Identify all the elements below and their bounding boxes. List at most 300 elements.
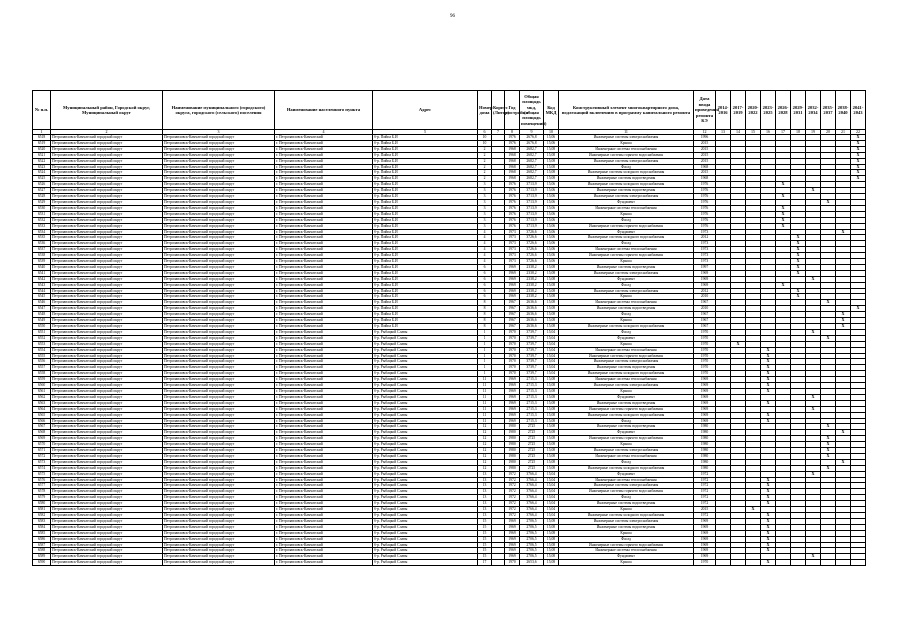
building-code-cell: 15,08 [544,412,559,418]
total-area-cell: 2338,2 [520,264,544,270]
building-code-cell: 15,08 [544,436,559,442]
row-number-cell: 6541 [33,270,51,276]
building-code-cell: 15,08 [544,288,559,294]
district-cell: Петропавловск-Камчатский городской округ [51,383,163,389]
building-code-cell: 15,04 [544,347,559,353]
address-cell: б-р. Рыбацкой Славы [373,329,478,335]
address-cell: б-р. Пийпа Б.И [373,270,478,276]
repair-date-cell: 1980 [694,453,716,459]
building-code-cell: 15,08 [544,312,559,318]
house-number-cell: 1 [478,353,492,359]
district-cell: Петропавловск-Камчатский городской округ [51,388,163,394]
structural-element-cell: Крыша [559,211,694,217]
district-cell: Петропавловск-Камчатский городской округ [51,335,163,341]
repair-date-cell: 1973 [694,229,716,235]
period-cell: X [806,276,821,282]
address-cell: б-р. Рыбацкой Славы [373,335,478,341]
period-cell: X [776,282,791,288]
district-cell: Петропавловск-Камчатский городской округ [51,406,163,412]
row-number-cell: 6535 [33,235,51,241]
municipality-cell: Петропавловск-Камчатский городской округ [163,377,275,383]
year-built-cell: 1970 [505,359,520,365]
repair-date-cell: 1980 [694,442,716,448]
period-cell: X [791,294,806,300]
municipality-cell: Петропавловск-Камчатский городской округ [163,182,275,188]
row-number-cell: 6584 [33,524,51,530]
municipality-cell: Петропавловск-Камчатский городской округ [163,211,275,217]
building-code-cell: 15,08 [544,530,559,536]
municipality-cell: Петропавловск-Камчатский городской округ [163,453,275,459]
total-area-cell: 2636,6 [520,324,544,330]
year-built-cell: 1969 [505,383,520,389]
house-number-cell: 11 [478,388,492,394]
repair-date-cell: 1970 [694,353,716,359]
year-built-cell: 1976 [505,140,520,146]
total-area-cell: 2636,6 [520,312,544,318]
municipality-cell: Петропавловск-Камчатский городской округ [163,229,275,235]
structural-element-cell: Фасад [559,312,694,318]
district-cell: Петропавловск-Камчатский городской округ [51,140,163,146]
municipality-cell: Петропавловск-Камчатский городской округ [163,270,275,276]
year-built-cell: 1976 [505,194,520,200]
address-cell: б-р. Пийпа Б.И [373,288,478,294]
house-number-cell: 13 [478,477,492,483]
district-cell: Петропавловск-Камчатский городской округ [51,530,163,536]
row-number-cell: 6532 [33,217,51,223]
year-built-cell: 1967 [505,306,520,312]
column-header: 2023-2025 [761,91,776,130]
repair-date-cell: 2010 [694,306,716,312]
period-cell: X [836,229,851,235]
district-cell: Петропавловск-Камчатский городской округ [51,513,163,519]
municipality-cell: Петропавловск-Камчатский городской округ [163,235,275,241]
repair-date-cell: 1969 [694,548,716,554]
column-number: 2 [51,130,163,135]
total-area-cell: 2715,3 [520,388,544,394]
row-number-cell: 6537 [33,247,51,253]
settlement-cell: г. Петропавловск-Камчатский [275,282,373,288]
municipality-cell: Петропавловск-Камчатский городской округ [163,442,275,448]
district-cell: Петропавловск-Камчатский городской округ [51,170,163,176]
year-built-cell: 1969 [505,524,520,530]
house-number-cell: 15 [478,524,492,530]
building-code-cell: 15,08 [544,424,559,430]
repair-date-cell: 1970 [694,359,716,365]
settlement-cell: г. Петропавловск-Камчатский [275,188,373,194]
municipality-cell: Петропавловск-Камчатский городской округ [163,459,275,465]
settlement-cell: г. Петропавловск-Камчатский [275,341,373,347]
total-area-cell: 3766,4 [520,501,544,507]
column-number: 19 [806,130,821,135]
repair-date-cell: 2012 [694,235,716,241]
row-number-cell: 6558 [33,371,51,377]
structural-element-cell: Инженерные системы электроснабжения [559,359,694,365]
year-built-cell: 1968 [505,170,520,176]
repair-date-cell: 1980 [694,459,716,465]
structural-element-cell: Инженерные системы холодного водоснабжения [559,513,694,519]
repair-date-cell: 1970 [694,335,716,341]
municipality-cell: Петропавловск-Камчатский городской округ [163,223,275,229]
column-number: 7 [492,130,505,135]
period-cell: X [821,436,836,442]
settlement-cell: г. Петропавловск-Камчатский [275,453,373,459]
column-number: 1 [33,130,51,135]
year-built-cell: 1973 [505,259,520,265]
total-area-cell: 2338,2 [520,276,544,282]
table-header [33,91,866,135]
row-number-cell: 6519 [33,140,51,146]
column-number: 13 [716,130,731,135]
structural-element-cell: Фундамент [559,229,694,235]
period-cell: X [761,377,776,383]
year-built-cell: 1969 [505,264,520,270]
building-code-cell: 15,08 [544,170,559,176]
district-cell: Петропавловск-Камчатский городской округ [51,300,163,306]
municipality-cell: Петропавловск-Камчатский городской округ [163,394,275,400]
total-area-cell: 2706,5 [520,530,544,536]
settlement-cell: г. Петропавловск-Камчатский [275,347,373,353]
address-cell: б-р. Пийпа Б.И [373,194,478,200]
row-number-cell: 6550 [33,324,51,330]
row-number-cell: 6567 [33,424,51,430]
house-number-cell: 12 [478,442,492,448]
settlement-cell: г. Петропавловск-Камчатский [275,542,373,548]
total-area-cell: 2682,7 [520,164,544,170]
row-number-cell: 6588 [33,548,51,554]
period-cell: X [761,542,776,548]
address-cell: б-р. Рыбацкой Славы [373,530,478,536]
house-number-cell: 11 [478,383,492,389]
municipality-cell: Петропавловск-Камчатский городской округ [163,418,275,424]
address-cell: б-р. Пийпа Б.И [373,324,478,330]
district-cell: Петропавловск-Камчатский городской округ [51,536,163,542]
period-cell: X [761,359,776,365]
municipality-cell: Петропавловск-Камчатский городской округ [163,406,275,412]
column-header: 2020-2022 [746,91,761,130]
repair-date-cell: 2012 [694,288,716,294]
settlement-cell: г. Петропавловск-Камчатский [275,324,373,330]
building-code-cell: 15,06 [544,223,559,229]
structural-element-cell: Фундамент [559,471,694,477]
structural-element-cell: Крыша [559,259,694,265]
column-number: 22 [851,130,866,135]
year-built-cell: 1969 [505,294,520,300]
column-number: 10 [544,130,559,135]
municipality-cell: Петропавловск-Камчатский городской округ [163,170,275,176]
address-cell: б-р. Пийпа Б.И [373,312,478,318]
repair-date-cell: 1972 [694,501,716,507]
building-code-cell: 15,06 [544,199,559,205]
settlement-cell: г. Петропавловск-Камчатский [275,536,373,542]
building-code-cell: 15,04 [544,501,559,507]
house-number-cell: 2 [478,158,492,164]
page-number: 96 [450,14,455,19]
structural-element-cell: Инженерные системы водоотведения [559,365,694,371]
row-number-cell: 6544 [33,288,51,294]
district-cell: Петропавловск-Камчатский городской округ [51,229,163,235]
period-cell: X [761,501,776,507]
district-cell: Петропавловск-Камчатский городской округ [51,436,163,442]
house-number-cell: 13 [478,507,492,513]
house-number-cell: 1 [478,359,492,365]
structural-element-cell: Инженерные системы электроснабжения [559,270,694,276]
period-cell: X [776,205,791,211]
repair-date-cell: 1969 [694,270,716,276]
structural-element-cell: Фасад [559,329,694,335]
period-cell: X [851,170,866,176]
row-number-cell: 6551 [33,329,51,335]
structural-element-cell: Инженерные системы холодного водоснабжения [559,412,694,418]
year-built-cell: 1968 [505,158,520,164]
period-cell: X [806,329,821,335]
period-cell: X [776,194,791,200]
total-area-cell: 3726,6 [520,259,544,265]
district-cell: Петропавловск-Камчатский городской округ [51,483,163,489]
address-cell: б-р. Пийпа Б.И [373,146,478,152]
total-area-cell: 2636,6 [520,306,544,312]
total-area-cell: 2715,3 [520,377,544,383]
structural-element-cell: Инженерные системы электроснабжения [559,448,694,454]
period-cell: X [791,253,806,259]
total-area-cell: 3713,9 [520,182,544,188]
total-area-cell: 3739,7 [520,329,544,335]
repair-date-cell: 1972 [694,477,716,483]
repair-date-cell: 1969 [694,383,716,389]
year-built-cell: 1969 [505,530,520,536]
municipality-cell: Петропавловск-Камчатский городской округ [163,383,275,389]
row-number-cell: 6526 [33,182,51,188]
structural-element-cell: Фасад [559,282,694,288]
district-cell: Петропавловск-Камчатский городской округ [51,329,163,335]
district-cell: Петропавловск-Камчатский городской округ [51,341,163,347]
total-area-cell: 2725 [520,465,544,471]
house-number-cell: 15 [478,542,492,548]
house-number-cell: 10 [478,135,492,141]
house-number-cell: 15 [478,548,492,554]
address-cell: б-р. Пийпа Б.И [373,229,478,235]
column-header: Корпус (Литер) [492,91,505,130]
row-number-cell: 6589 [33,554,51,560]
district-cell: Петропавловск-Камчатский городской округ [51,459,163,465]
building-code-cell: 15,06 [544,259,559,265]
repair-date-cell: 2015 [694,146,716,152]
total-area-cell: 2682,7 [520,152,544,158]
address-cell: б-р. Рыбацкой Славы [373,400,478,406]
municipality-cell: Петропавловск-Камчатский городской округ [163,471,275,477]
building-code-cell: 15,04 [544,353,559,359]
building-code-cell: 15,06 [544,188,559,194]
house-number-cell: 6 [478,264,492,270]
district-cell: Петропавловск-Камчатский городской округ [51,205,163,211]
address-cell: б-р. Пийпа Б.И [373,170,478,176]
structural-element-cell: Инженерные системы горячего водоснабжения [559,223,694,229]
total-area-cell: 2715,3 [520,412,544,418]
building-code-cell: 15,08 [544,548,559,554]
period-cell: X [791,235,806,241]
district-cell: Петропавловск-Камчатский городской округ [51,495,163,501]
settlement-cell: г. Петропавловск-Камчатский [275,211,373,217]
year-built-cell: 1967 [505,318,520,324]
district-cell: Петропавловск-Камчатский городской округ [51,548,163,554]
year-built-cell: 1969 [505,518,520,524]
address-cell: б-р. Пийпа Б.И [373,205,478,211]
row-number-cell: 6576 [33,477,51,483]
structural-element-cell: Инженерные системы горячего водоснабжения [559,353,694,359]
period-cell: X [791,264,806,270]
municipality-cell: Петропавловск-Камчатский городской округ [163,536,275,542]
building-code-cell: 15,04 [544,365,559,371]
table-body [33,135,866,566]
period-cell: X [761,400,776,406]
district-cell: Петропавловск-Камчатский городской округ [51,247,163,253]
period-cell: X [821,199,836,205]
building-code-cell: 15,08 [544,465,559,471]
row-number-cell: 6563 [33,400,51,406]
settlement-cell: г. Петропавловск-Камчатский [275,223,373,229]
row-number-cell: 6579 [33,495,51,501]
structural-element-cell: Крыша [559,560,694,566]
settlement-cell: г. Петропавловск-Камчатский [275,359,373,365]
house-number-cell: 3 [478,205,492,211]
house-number-cell: 4 [478,247,492,253]
year-built-cell: 1976 [505,188,520,194]
settlement-cell: г. Петропавловск-Камчатский [275,318,373,324]
municipality-cell: Петропавловск-Камчатский городской округ [163,146,275,152]
total-area-cell: 2715,3 [520,418,544,424]
municipality-cell: Петропавловск-Камчатский городской округ [163,288,275,294]
period-cell: X [761,560,776,566]
settlement-cell: г. Петропавловск-Камчатский [275,524,373,530]
district-cell: Петропавловск-Камчатский городской округ [51,158,163,164]
settlement-cell: г. Петропавловск-Камчатский [275,164,373,170]
repair-date-cell: 1976 [694,205,716,211]
house-number-cell: 4 [478,229,492,235]
row-number-cell: 6555 [33,353,51,359]
building-code-cell: 15,08 [544,270,559,276]
total-area-cell: 2725 [520,436,544,442]
year-built-cell: 1980 [505,424,520,430]
structural-element-cell: Инженерные системы теплоснабжения [559,300,694,306]
house-number-cell: 12 [478,465,492,471]
municipality-cell: Петропавловск-Камчатский городской округ [163,194,275,200]
settlement-cell: г. Петропавловск-Камчатский [275,471,373,477]
municipality-cell: Петропавловск-Камчатский городской округ [163,560,275,566]
settlement-cell: г. Петропавловск-Камчатский [275,424,373,430]
district-cell: Петропавловск-Камчатский городской округ [51,176,163,182]
structural-element-cell: Фундамент [559,199,694,205]
house-number-cell: 10 [478,140,492,146]
period-cell: X [761,483,776,489]
house-number-cell: 13 [478,471,492,477]
year-built-cell: 1976 [505,223,520,229]
address-cell: б-р. Рыбацкой Славы [373,513,478,519]
period-cell [821,560,836,566]
row-number-cell: 6518 [33,135,51,141]
period-cell: X [776,217,791,223]
house-number-cell: 13 [478,495,492,501]
building-code-cell: 15,08 [544,377,559,383]
building-code-cell: 15,04 [544,329,559,335]
district-cell: Петропавловск-Камчатский городской округ [51,347,163,353]
address-cell: б-р. Рыбацкой Славы [373,353,478,359]
row-number-cell: 6531 [33,211,51,217]
year-built-cell: 1969 [505,377,520,383]
address-cell: б-р. Пийпа Б.И [373,217,478,223]
total-area-cell: 2725 [520,448,544,454]
municipality-cell: Петропавловск-Камчатский городской округ [163,513,275,519]
structural-element-cell: Инженерные системы теплоснабжения [559,548,694,554]
building-code-cell: 15,08 [544,300,559,306]
period-cell: X [806,188,821,194]
year-built-cell: 1968 [505,164,520,170]
year-built-cell: 1969 [505,536,520,542]
municipality-cell: Петропавловск-Камчатский городской округ [163,135,275,141]
address-cell: б-р. Рыбацкой Славы [373,554,478,560]
repair-date-cell: 1967 [694,318,716,324]
repair-date-cell: 2015 [694,152,716,158]
period-cell: X [821,465,836,471]
district-cell: Петропавловск-Камчатский городской округ [51,524,163,530]
district-cell: Петропавловск-Камчатский городской округ [51,223,163,229]
total-area-cell: 3739,7 [520,371,544,377]
row-number-cell: 6547 [33,306,51,312]
municipality-cell: Петропавловск-Камчатский городской округ [163,424,275,430]
year-built-cell: 1969 [505,412,520,418]
building-code-cell: 15,08 [544,276,559,282]
building-code-cell: 15,08 [544,324,559,330]
district-cell: Петропавловск-Камчатский городской округ [51,507,163,513]
address-cell: б-р. Рыбацкой Славы [373,436,478,442]
building-code-cell: 15,08 [544,146,559,152]
repair-date-cell: 1968 [694,164,716,170]
house-number-cell: 12 [478,448,492,454]
row-number-cell: 6546 [33,300,51,306]
total-area-cell: 3726,6 [520,241,544,247]
period-cell: X [776,223,791,229]
district-cell: Петропавловск-Камчатский городской округ [51,135,163,141]
year-built-cell: 1976 [505,199,520,205]
year-built-cell: 1980 [505,442,520,448]
repair-date-cell: 1970 [694,341,716,347]
period-cell: X [761,495,776,501]
structural-element-cell: Крыша [559,530,694,536]
repair-date-cell: 2015 [694,507,716,513]
structural-element-cell: Инженерные системы электроснабжения [559,158,694,164]
period-cell: X [776,182,791,188]
municipality-cell: Петропавловск-Камчатский городской округ [163,341,275,347]
row-number-cell: 6554 [33,347,51,353]
district-cell: Петропавловск-Камчатский городской округ [51,465,163,471]
district-cell: Петропавловск-Камчатский городской округ [51,276,163,282]
column-number: 17 [776,130,791,135]
building-code-cell: 15,08 [544,400,559,406]
settlement-cell: г. Петропавловск-Камчатский [275,483,373,489]
total-area-cell: 2715,3 [520,400,544,406]
municipality-cell: Петропавловск-Камчатский городской округ [163,253,275,259]
total-area-cell: 2706,5 [520,554,544,560]
municipality-cell: Петропавловск-Камчатский городской округ [163,359,275,365]
building-code-cell: 15,06 [544,205,559,211]
year-built-cell: 1972 [505,489,520,495]
district-cell: Петропавловск-Камчатский городской округ [51,353,163,359]
house-number-cell: 3 [478,188,492,194]
total-area-cell: 3766,4 [520,471,544,477]
repair-date-cell: 1976 [694,199,716,205]
repair-date-cell: 1967 [694,312,716,318]
address-cell: б-р. Рыбацкой Славы [373,524,478,530]
period-cell [716,560,731,566]
period-cell: X [731,341,746,347]
